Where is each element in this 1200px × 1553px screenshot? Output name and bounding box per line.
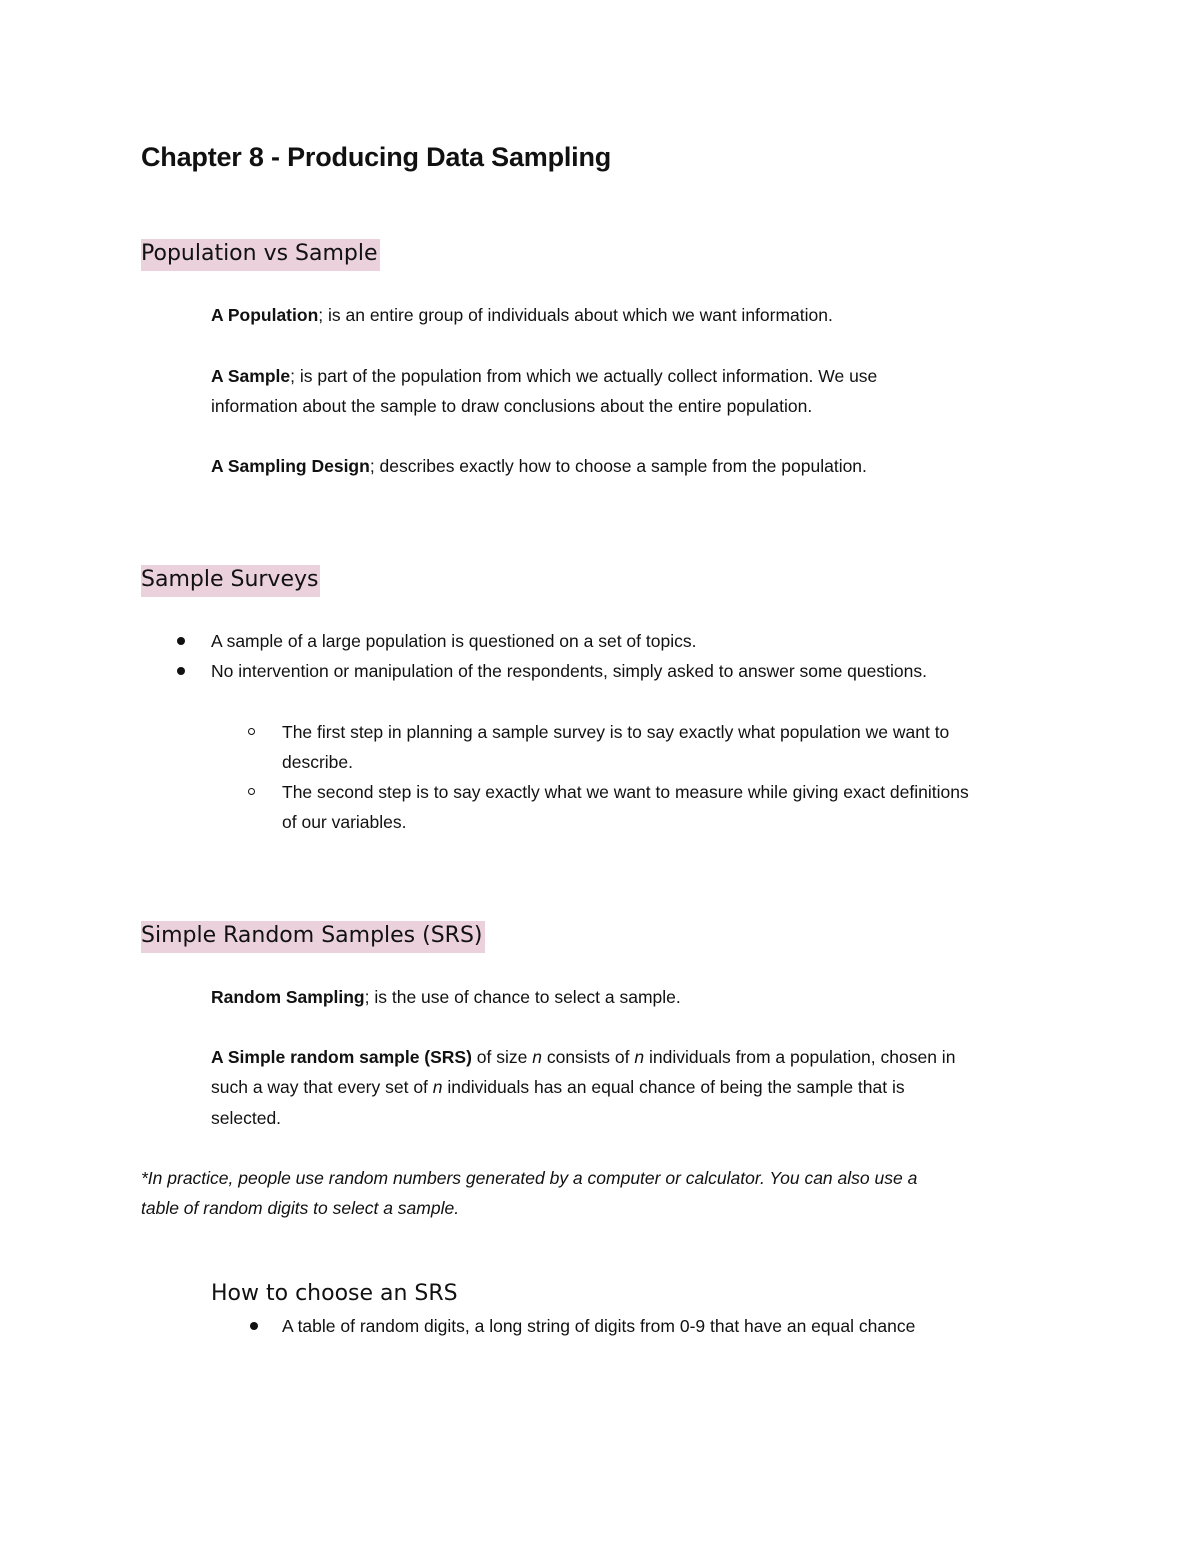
variable-n: n (432, 1077, 443, 1097)
sub-list-item-continuation: describe. (282, 752, 354, 772)
page-title: Chapter 8 - Producing Data Sampling (141, 142, 612, 172)
definition-text: consists of (541, 1047, 635, 1067)
section-heading-sample-surveys: Sample Surveys (141, 565, 320, 597)
definition-text: individuals from a population, chosen in (644, 1047, 956, 1067)
variable-n: n (634, 1047, 645, 1067)
term-srs: A Simple random sample (SRS) (211, 1047, 472, 1067)
sub-list-item: The second step is to say exactly what we want to measure while giving exact definitions (282, 782, 969, 802)
variable-n: n (532, 1047, 542, 1067)
definition-srs-line3: selected. (211, 1108, 282, 1128)
definition-text: ; is an entire group of individuals about which we want information. (318, 305, 833, 325)
definition-population (211, 300, 833, 330)
definition-random-sampling (211, 982, 681, 1012)
definition-srs (211, 1042, 955, 1072)
sub-list-item: The first step in planning a sample survey is to say exactly what population we want to (282, 722, 950, 742)
bullet-icon (250, 1322, 258, 1330)
definition-text: individuals has an equal chance of being the sample that is (442, 1077, 905, 1097)
subsection-heading-how-to-choose-srs: How to choose an SRS (211, 1281, 458, 1306)
section-heading-simple-random-samples: Simple Random Samples (SRS) (141, 921, 485, 953)
definition-sampling-design (211, 451, 867, 481)
sub-list-item-continuation: of our variables. (282, 812, 407, 832)
list-item: A sample of a large population is questioned on a set of topics. (211, 631, 697, 651)
definition-text: ; is part of the population from which we actually collect information. We use (290, 366, 878, 386)
hollow-bullet-icon (248, 728, 255, 735)
list-item: No intervention or manipulation of the respondents, simply asked to answer some questions. (211, 661, 927, 681)
hollow-bullet-icon (248, 788, 255, 795)
term-sampling-design: A Sampling Design (211, 456, 370, 476)
note-line: *In practice, people use random numbers generated by a computer or calculator. You can also use a (141, 1168, 918, 1188)
definition-text: ; describes exactly how to choose a sample from the population. (369, 456, 867, 476)
term-random-sampling: Random Sampling (211, 987, 365, 1007)
definition-text: of size (471, 1047, 533, 1067)
note-line: table of random digits to select a sample. (141, 1198, 460, 1218)
definition-text: such a way that every set of (211, 1077, 433, 1097)
bullet-icon (177, 667, 185, 675)
list-item: A table of random digits, a long string of digits from 0-9 that have an equal chance (282, 1316, 916, 1336)
term-sample: A Sample (211, 366, 291, 386)
term-population: A Population (211, 305, 319, 325)
section-heading-population-vs-sample: Population vs Sample (141, 239, 380, 271)
definition-srs-line2 (211, 1072, 905, 1102)
definition-text: ; is the use of chance to select a sample. (364, 987, 681, 1007)
bullet-icon (177, 637, 185, 645)
definition-sample (211, 361, 877, 391)
definition-sample-line2: information about the sample to draw conclusions about the entire population. (211, 396, 813, 416)
